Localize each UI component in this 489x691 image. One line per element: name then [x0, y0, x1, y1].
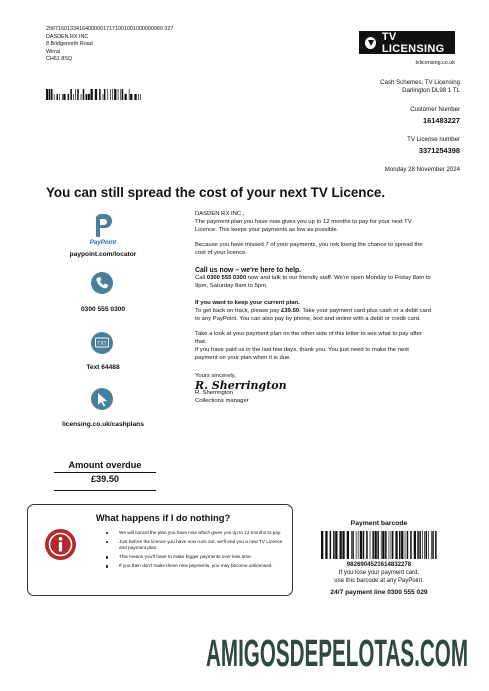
cursor-icon [90, 387, 114, 411]
barcode-bar [410, 531, 412, 559]
keep-post: . Take your payment card plus cash or a debit card to any PayPoint. You can also pay by phone, text and online with a debit or credit card. [195, 308, 432, 323]
barcode-bar [399, 531, 401, 559]
barcode-bar [57, 94, 59, 100]
barcode-bar [122, 89, 124, 100]
barcode-bar [138, 94, 139, 100]
barcode-bar [335, 531, 337, 559]
barcode-bar [414, 531, 416, 559]
barcode-bar [63, 94, 65, 100]
customer-number: 161483227 [423, 116, 460, 125]
barcode-bar [51, 89, 53, 100]
barcode-bar [370, 531, 371, 559]
keep-amount: £39.50 [281, 308, 300, 315]
barcode-bar [73, 94, 74, 100]
barcode-bar [366, 531, 368, 559]
reference-line: 256716013341640000017171001001000000060 327 [46, 26, 174, 32]
barcode-bar [120, 89, 121, 100]
divider [54, 472, 156, 473]
barcode-bar [432, 531, 434, 559]
paragraph: Take a look at your payment plan on the other side of this letter to see what to pay after that. [195, 330, 422, 345]
barcode-bar [363, 531, 365, 559]
what-happens-title: What happens if I do nothing? [95, 512, 231, 523]
payment-barcode-title: Payment barcode [350, 520, 408, 527]
barcode-bar [395, 531, 397, 559]
barcode-bar [91, 89, 93, 100]
amount-overdue-value: £39.50 [90, 474, 120, 484]
phone-icon [90, 271, 114, 295]
barcode-bar [405, 531, 406, 559]
barcode-bar [372, 531, 374, 559]
website-text: tvlicensing.co.uk [415, 60, 455, 66]
barcode-bar [81, 94, 82, 100]
payment-barcode-number: 9826904521614832278 [346, 561, 412, 568]
page-title: You can still spread the cost of your next TV Licence. [46, 185, 386, 200]
address-line: CH61 8SQ [46, 56, 73, 63]
barcode-bar [99, 89, 101, 100]
licence-number-label: TV License number [407, 136, 460, 143]
barcode-bar [381, 531, 382, 559]
barcode-bar [110, 89, 111, 100]
watermark-text: AMIGOSDEPELOTAS.COM [206, 633, 468, 673]
paragraph: The payment plan you have now gives you up to 12 months to pay for your next TV Licence. This keeps your payments as low as possible. [195, 218, 412, 233]
barcode-bar [422, 531, 423, 559]
address-line: DASDEN RX INC [46, 34, 89, 40]
barcode-bar [392, 531, 394, 559]
paypoint-icon [90, 211, 116, 239]
letter-body [195, 211, 432, 406]
watermark [206, 633, 468, 673]
barcode-bar [375, 531, 377, 559]
barcode-bar [62, 94, 63, 100]
barcode-bar [340, 531, 342, 559]
consequences-list [104, 530, 284, 572]
sender-line: Cash Schemes, TV Licensing [380, 79, 460, 86]
barcode-bar [333, 531, 335, 559]
barcode-bar [59, 94, 60, 100]
barcode-bar [129, 89, 130, 100]
barcode-bar [407, 531, 409, 559]
signature: R. Sherrington [195, 378, 287, 392]
barcode-bar [424, 531, 425, 559]
text-icon-label: TXT [97, 341, 107, 347]
salutation: DASDEN RX INC , [195, 211, 245, 217]
list-item: If you then don't make these new payments, you may become unlicensed. [104, 563, 284, 569]
text-number: Text 64488 [86, 364, 120, 371]
barcode-bar [49, 89, 51, 100]
barcode-bar [351, 531, 352, 559]
barcode-bar [83, 89, 85, 100]
call-pre: Call [195, 275, 207, 282]
letter-date: Monday 28 November 2024 [384, 166, 460, 173]
barcode-bar [360, 531, 362, 559]
text-message-icon [90, 331, 114, 355]
barcode-bar [401, 531, 403, 559]
barcode-bar [46, 89, 48, 100]
barcode-bar [86, 94, 88, 100]
barcode-bar [88, 94, 90, 100]
barcode-bar [428, 531, 429, 559]
barcode-bar [321, 531, 323, 559]
address-line: 8 Bridgenorth Road [46, 41, 93, 48]
barcode-bar [358, 531, 359, 559]
barcode-bar [352, 531, 354, 559]
licence-number: 3371254398 [418, 146, 460, 155]
barcode-bar [356, 531, 357, 559]
barcode-bar [330, 531, 332, 559]
signer-name: R. Sherrington [195, 390, 233, 397]
recipient-address [46, 34, 93, 64]
sender-line: Darlington DL98 1 TL [402, 87, 460, 95]
list-item: This means you'll have to make bigger payments over less time. [104, 554, 284, 560]
barcode-bar [70, 89, 72, 100]
postal-barcode [46, 89, 142, 100]
barcode-bar [104, 89, 106, 100]
barcode-bar [417, 531, 419, 559]
list-item: We will cancel the plan you have now which gives you up to 12 months to pay. [104, 530, 284, 536]
barcode-bar [140, 94, 141, 100]
sender-address [320, 79, 460, 95]
barcode-bar [112, 89, 113, 100]
payment-barcode [321, 531, 437, 559]
payment-phone-line: 24/7 payment line 0300 555 029 [330, 589, 428, 596]
barcode-bar [95, 89, 97, 100]
barcode-bar [426, 531, 428, 559]
payment-barcode-note [314, 569, 444, 585]
barcode-bar [391, 531, 392, 559]
call-paragraph [195, 275, 432, 291]
paypoint-locator-link[interactable]: paypoint.com/locator [69, 251, 137, 258]
barcode-bar [134, 94, 136, 100]
barcode-bar [377, 531, 379, 559]
paragraph: Because you have missed 7 of your payments, you risk losing the chance to spread the cost of your licence. [195, 241, 423, 256]
keep-plan-heading: If you want to keep your current plan. [195, 300, 300, 307]
barcode-bar [382, 531, 384, 559]
barcode-bar [54, 94, 55, 100]
warning-icon [44, 528, 77, 561]
signer-title: Collections manager [195, 398, 249, 405]
keep-pre: To get back on track, please pay [195, 308, 282, 315]
barcode-bar [103, 94, 104, 100]
note-line: If you lose your payment card, [338, 570, 420, 576]
barcode-bar [325, 531, 327, 559]
barcode-bar [125, 94, 127, 100]
barcode-bar [385, 531, 387, 559]
call-heading: Call us now – we're here to help. [195, 266, 302, 274]
logo-text: TV LICENSING [381, 30, 445, 55]
barcode-bar [347, 531, 349, 559]
divider [54, 490, 156, 491]
phone-number-link[interactable]: 0300 555 0300 [80, 306, 125, 313]
list-item: Just before the licence you have now runs out, we'll end you a new TV Licence and payment plan. [104, 539, 284, 552]
barcode-bar [114, 89, 116, 100]
amount-overdue-label: Amount overdue [68, 460, 142, 470]
note-line: use this barcode at any PayPoint. [334, 578, 424, 584]
paragraph: If you have paid us in the last few days, thank you. You just need to make the next payment on your plan when it is due. [195, 346, 409, 361]
barcode-bar [435, 531, 437, 559]
barcode-bar [389, 531, 390, 559]
paypoint-label: PayPoint [89, 239, 117, 246]
barcode-bar [107, 89, 108, 100]
barcode-bar [75, 89, 76, 100]
keep-plan-paragraph [195, 308, 432, 324]
address-line: Wirral [46, 48, 61, 55]
call-number: 0300 555 0300 [206, 275, 247, 282]
barcode-bar [77, 89, 79, 100]
barcode-bar [431, 531, 432, 559]
tv-licensing-emblem-icon [365, 37, 376, 49]
barcode-bar [130, 94, 132, 100]
barcode-bar [419, 531, 421, 559]
tv-licensing-logo [359, 31, 455, 54]
cash-plans-link[interactable]: licensing.co.uk/cashplans [62, 421, 144, 428]
signoff: Yours sincerely, [195, 372, 236, 379]
customer-number-label: Customer Number [410, 106, 460, 113]
barcode-bar [118, 89, 119, 100]
barcode-bar [68, 94, 70, 100]
call-post: now and talk to our friendly staff. We're open Monday to Friday 8am to 9pm, Saturday 8am to 5pm. [195, 275, 431, 290]
barcode-bar [342, 531, 344, 559]
